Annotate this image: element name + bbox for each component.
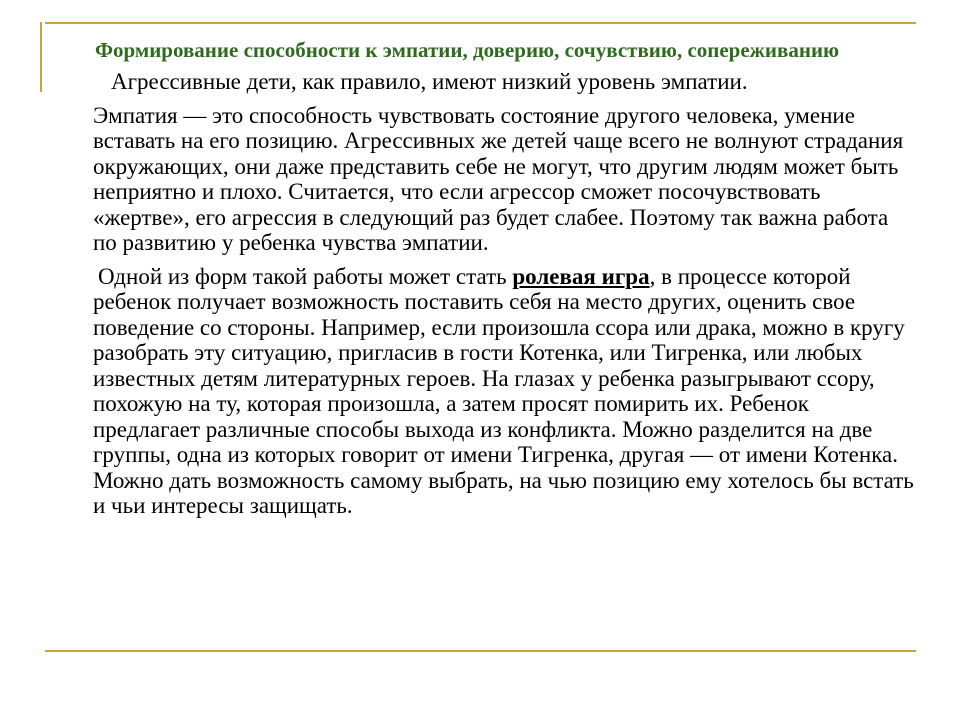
bottom-accent-line <box>45 650 916 652</box>
paragraph-role-play-rest: , в процессе которой ребенок получает возможность поставить себя на место других, оценить свое поведение со стороны. Например, если произошла ссора или драка, можно в кругу разобрать эту ситуацию, пригласив в гости Котенка, или Тигренка, или любых известных детям литературных героев. На глазах у ребенка разыгрывают ссору, похожую на ту, которая произошла, а затем просят помирить их. Ребенок предлагает различные способы выхода из конфликта. Можно разделится на две группы, одна из которых говорит от имени Тигренка, другая — от имени Котенка. Можно дать возможность самому выбрать, на чью позицию ему хотелось бы встать и чьи интересы защищать. <box>93 263 914 518</box>
paragraph-role-play-start: Одной из форм такой работы может стать <box>98 263 513 289</box>
paragraph-empathy-definition: Эмпатия — это способность чувствовать состояние другого человека, умение вставать на его позицию. Агрессивных же детей чаще всего не волнуют страдания окружающих, они даже представить себе не могут, что другим людям может быть неприятно и плохо. Считается, что если агрессор сможет посочувствовать «жертве», его агрессия в следующий раз будет слабее. Поэтому так важна работа по развитию у ребенка чувства эмпатии. <box>93 102 904 255</box>
slide-title: Формирование способности к эмпатии, доверию, сочувствию, сопереживанию <box>95 38 840 62</box>
slide-content <box>93 38 915 519</box>
paragraph-intro: Агрессивные дети, как правило, имеют низкий уровень эмпатии. <box>111 69 748 94</box>
paragraph-role-play <box>93 264 915 519</box>
role-play-link[interactable]: ролевая игра <box>512 263 650 289</box>
left-accent-line <box>40 22 42 92</box>
top-accent-line <box>45 22 916 24</box>
